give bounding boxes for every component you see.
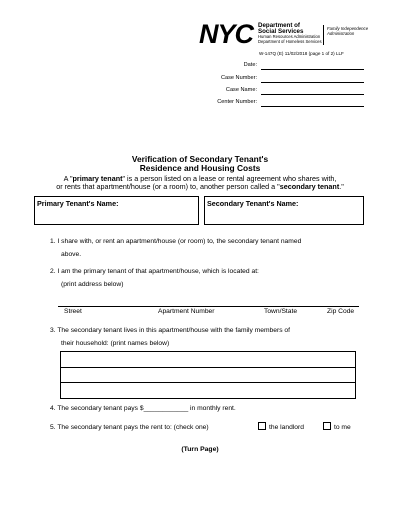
- household-member-row[interactable]: [61, 368, 355, 384]
- zip-code-label: Zip Code: [327, 308, 355, 315]
- case-name-label: Case Name:: [225, 87, 257, 93]
- household-member-row[interactable]: [61, 383, 355, 399]
- option-landlord[interactable]: the landlord: [258, 421, 304, 434]
- item-3: 3. The secondary tenant lives in this apartment/house with the family members of their household: (print names below): [50, 327, 291, 347]
- case-number-field[interactable]: [261, 82, 364, 83]
- item-1: 1. I share with, or rent an apartment/house (or room) to, the secondary tenant named above.: [50, 238, 302, 258]
- household-members-table: [60, 351, 356, 399]
- apartment-number-label: Apartment Number: [158, 308, 215, 315]
- turn-page: (Turn Page): [181, 446, 219, 453]
- me-checkbox[interactable]: [323, 422, 331, 430]
- item-2: 2. I am the primary tenant of that apartment/house, which is located at: (print address below): [50, 268, 259, 288]
- primary-tenant-name-box[interactable]: [34, 196, 199, 225]
- form-number: W-147Q (E) 11/02/2018 (page 1 of 2) LLF: [259, 51, 344, 56]
- fia-name: Family Independence Administration: [327, 26, 369, 36]
- case-name-field[interactable]: [261, 94, 364, 95]
- address-line[interactable]: [58, 306, 359, 307]
- item-5: 5. The secondary tenant pays the rent to: (check one): [50, 424, 209, 431]
- secondary-tenant-label: Secondary Tenant's Name:: [207, 199, 299, 208]
- street-label: Street: [64, 308, 82, 315]
- center-number-label: Center Number:: [217, 99, 257, 105]
- center-number-field[interactable]: [261, 106, 364, 107]
- nyc-logo: NYC: [199, 19, 254, 49]
- page-title: Verification of Secondary Tenant's Residence and Housing Costs: [131, 154, 269, 173]
- landlord-checkbox[interactable]: [258, 422, 266, 430]
- secondary-tenant-name-box[interactable]: [204, 196, 364, 225]
- header-divider: [323, 25, 324, 45]
- case-number-label: Case Number:: [220, 75, 257, 81]
- town-state-label: Town/State: [264, 308, 298, 315]
- intro-text: A "primary tenant" is a person listed on a lease or rental agreement who shares with, or rents that apartment/house (or a room) to, another person called a "secondary tenant.": [56, 174, 344, 192]
- item-4: 4. The secondary tenant pays $____________ in monthly rent.: [50, 405, 236, 412]
- primary-tenant-label: Primary Tenant's Name:: [37, 199, 119, 208]
- department-name: Department of Social Services Human Resources Administration Department of Homeless Services: [258, 22, 322, 45]
- date-label: Date:: [243, 62, 257, 68]
- date-field[interactable]: [261, 69, 364, 70]
- option-me[interactable]: to me: [323, 421, 351, 434]
- household-member-row[interactable]: [61, 352, 355, 368]
